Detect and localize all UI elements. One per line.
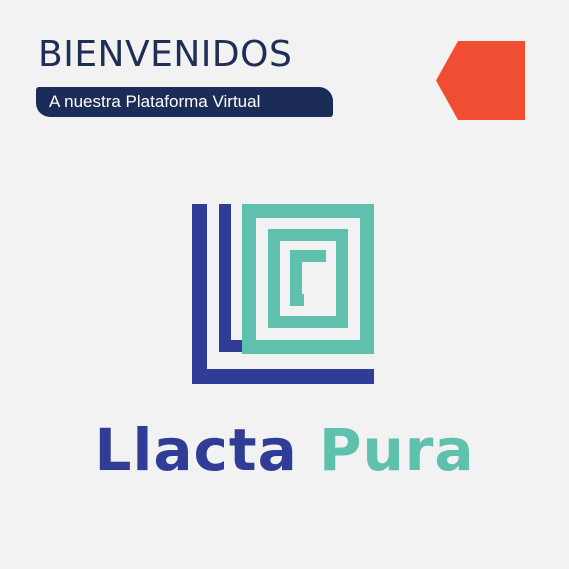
logo-teal-bottom <box>242 340 374 354</box>
logo-teal-spiral-left <box>268 229 280 328</box>
welcome-title: BIENVENIDOS <box>38 34 293 75</box>
brand-word-primary: Llacta <box>94 416 298 484</box>
llacta-pura-logo-icon <box>192 204 374 384</box>
logo-teal-core-bottom <box>290 294 304 306</box>
logo-teal-left <box>242 204 256 354</box>
tag-shape-fill <box>436 41 525 120</box>
logo-blue-inner-left <box>219 204 231 352</box>
brand-word-secondary: Pura <box>318 416 475 484</box>
welcome-subtitle: A nuestra Plataforma Virtual <box>36 87 333 117</box>
tag-icon <box>436 41 525 120</box>
logo-blue-bar-bottom <box>192 369 374 384</box>
logo-teal-top <box>242 204 374 218</box>
logo-blue-bar-left <box>192 204 207 384</box>
logo-teal-spiral-right <box>336 229 348 328</box>
brand-wordmark <box>0 410 569 490</box>
logo-teal-right <box>360 204 374 354</box>
